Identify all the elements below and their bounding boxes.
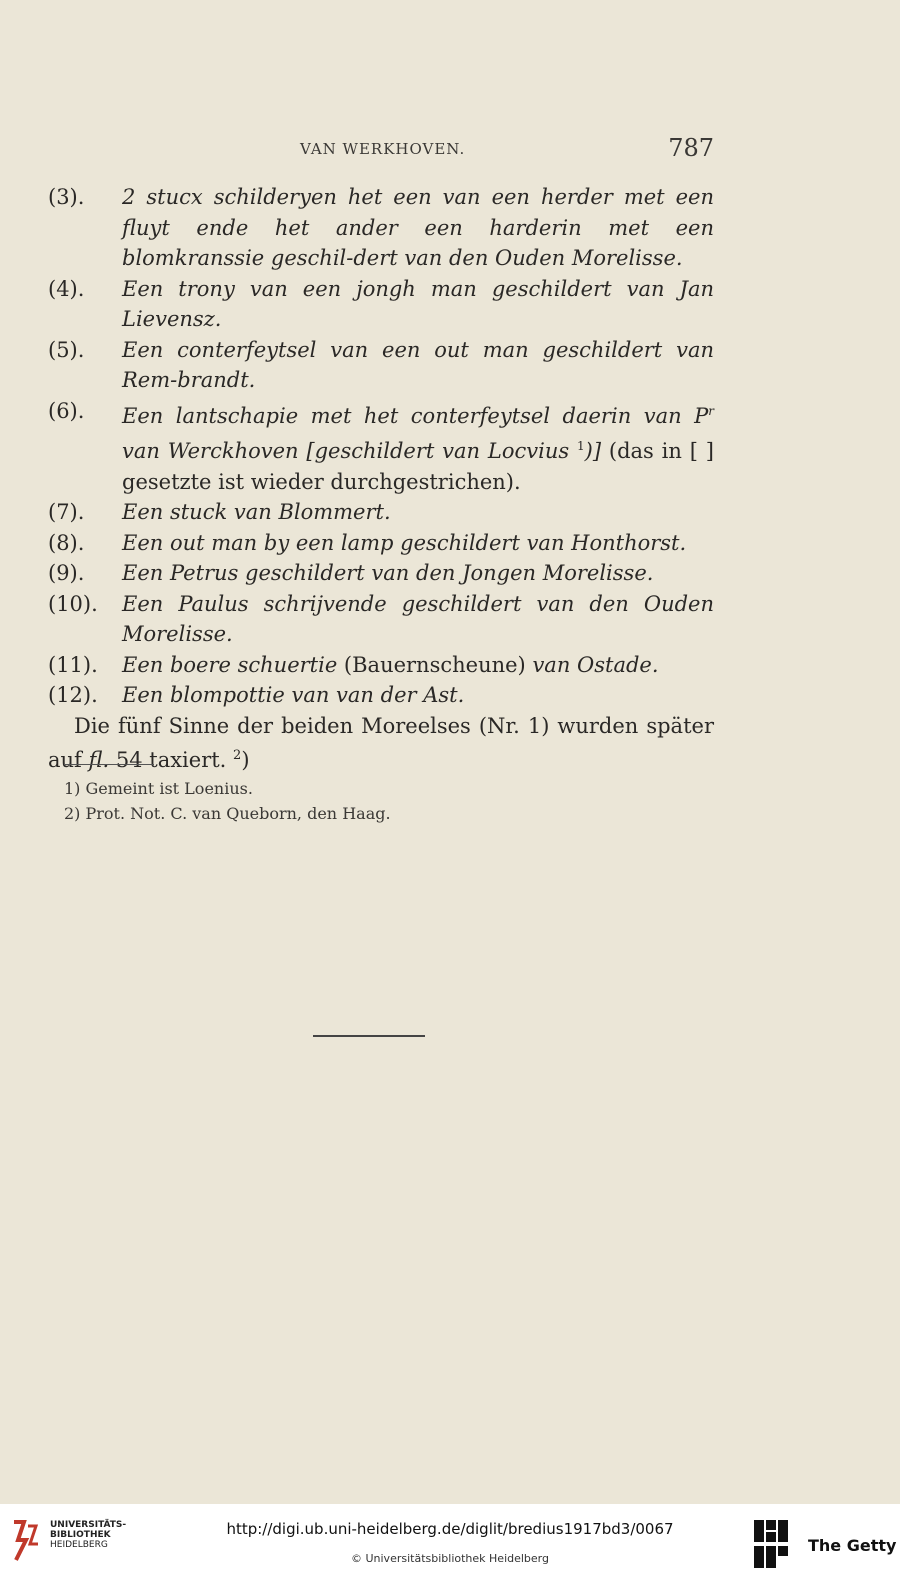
entry-text <box>122 396 714 498</box>
entry-text <box>122 274 714 335</box>
paragraph-run: Die fünf Sinne der beiden Moreelses (Nr. 1) wurden später auf <box>48 713 714 772</box>
footnotes <box>64 776 664 826</box>
inventory-entry <box>48 182 714 274</box>
entry-text-run: 1 <box>577 439 585 453</box>
entry-number: (12). <box>48 683 98 707</box>
entry-text <box>122 589 714 650</box>
entry-text-run: (Bauernscheune) <box>337 652 533 677</box>
entry-number: (8). <box>48 530 85 555</box>
entry-text-run: )] <box>584 439 602 463</box>
entry-text-run: r <box>708 403 714 418</box>
entry-text-run: Een boere schuertie <box>122 652 338 677</box>
inventory-entries <box>48 182 714 776</box>
viewer-footer <box>0 1504 900 1585</box>
inventory-entry <box>48 589 714 650</box>
entry-text-run: (das in [ ] gesetzte ist wieder durchgestrichen). <box>122 439 714 494</box>
end-rule <box>313 1035 425 1037</box>
entry-number: (6). <box>48 398 85 423</box>
footnote-separator <box>64 764 154 765</box>
paragraph-run: 54 taxiert. <box>109 748 234 772</box>
paragraph-run: fl. <box>88 748 110 772</box>
getty-logo-icon[interactable] <box>752 1518 792 1570</box>
inventory-entry <box>48 650 714 681</box>
paragraph-run: ) <box>241 748 250 772</box>
entry-text-run: Een stuck van Blommert. <box>122 500 391 524</box>
entry-number: (3). <box>48 185 85 209</box>
paragraph-run: 2 <box>233 748 242 763</box>
entry-number: (7). <box>48 500 85 524</box>
entry-text-run: Een Petrus geschildert van den Jongen Morelisse. <box>122 561 654 585</box>
footnote-2: 2) Prot. Not. C. van Queborn, den Haag. <box>64 804 391 823</box>
entry-text <box>122 182 714 274</box>
entry-text-run: 2 stucx schilderyen het een van een herder met een fluyt ende het ander een harderin met een blomkranssie geschil-dert van den Ouden Morelisse. <box>122 185 714 270</box>
inventory-entry <box>48 680 714 711</box>
entry-text <box>122 650 714 681</box>
entry-text-run: Een out man by een lamp geschildert van Honthorst. <box>122 530 687 555</box>
entry-text-run: Een Paulus schrijvende geschildert van den Ouden Morelisse. <box>122 591 714 646</box>
entry-text-run: Een conterfeytsel van een out man geschildert van Rem-brandt. <box>122 337 714 392</box>
permalink-url[interactable]: http://digi.ub.uni-heidelberg.de/diglit/bredius1917bd3/0067 <box>226 1520 674 1538</box>
inventory-entry <box>48 396 714 498</box>
page-number: 787 <box>668 134 714 162</box>
inventory-entry <box>48 274 714 335</box>
inventory-entry <box>48 528 714 559</box>
inventory-entry <box>48 558 714 589</box>
inventory-entry <box>48 497 714 528</box>
getty-label: The Getty <box>808 1536 897 1555</box>
entry-text-run: van Werckhoven [geschildert van Locvius <box>122 439 578 463</box>
entry-number: (10). <box>48 591 98 616</box>
inventory-entry <box>48 335 714 396</box>
entry-number: (5). <box>48 337 85 362</box>
entry-text-run: Een lantschapie met het conterfeytsel daerin van P <box>122 403 709 428</box>
footnote-1: 1) Gemeint ist Loenius. <box>64 779 253 798</box>
entry-text-run: Een trony van een jongh man geschildert van Jan Lievensz. <box>122 276 714 331</box>
ub-logo-text: UNIVERSITÄTS- BIBLIOTHEK HEIDELBERG <box>50 1520 127 1550</box>
entry-number: (9). <box>48 561 85 585</box>
entry-text <box>122 335 714 396</box>
running-head-title: VAN WERKHOVEN. <box>300 140 466 158</box>
entry-text-run: van Ostade. <box>532 652 659 677</box>
entry-number: (11). <box>48 652 98 677</box>
entry-number: (4). <box>48 276 85 301</box>
copyright-notice: © Universitätsbibliothek Heidelberg <box>350 1552 549 1565</box>
entry-text <box>122 558 714 589</box>
closing-paragraph <box>48 711 714 776</box>
entry-text <box>122 680 714 711</box>
entry-text <box>122 528 714 559</box>
running-head <box>50 134 714 164</box>
entry-text-run: Een blompottie van van der Ast. <box>122 683 465 707</box>
entry-text <box>122 497 714 528</box>
